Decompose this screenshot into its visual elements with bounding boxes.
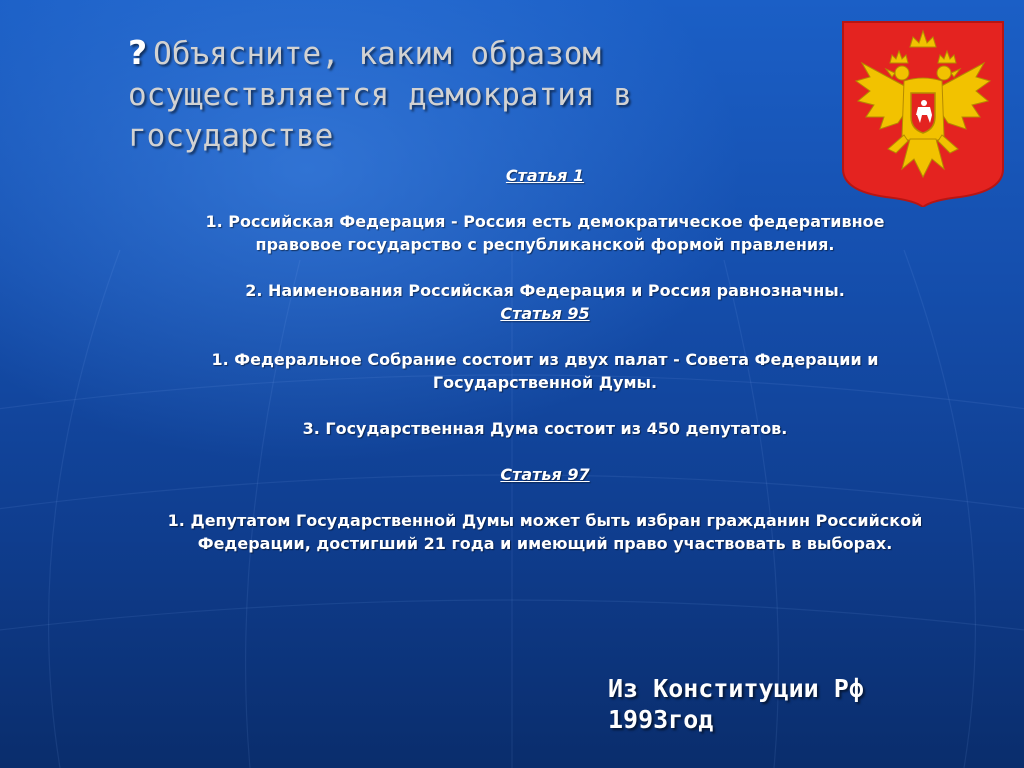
article-97-paragraph-1: 1. Депутатом Государственной Думы может быть избран гражданин Российской Федерации, достигший 21 года и имеющий право участвовать в выборах. — [167, 511, 923, 553]
article-1-paragraph-1: 1. Российская Федерация - Россия есть демократическое федеративное правовое государство с республиканской формой правления. — [205, 212, 885, 254]
article-1-paragraph-2: 2. Наименования Российская Федерация и Россия равнозначны. — [245, 281, 845, 300]
article-95-heading: Статья 95 — [500, 304, 590, 323]
article-95-paragraph-1: 1. Федеральное Собрание состоит из двух палат - Совета Федерации и Государственной Думы. — [211, 350, 879, 392]
slide-title-text: Объясните, каким образом осуществляется демократия в государстве — [128, 36, 632, 154]
slide-title — [128, 32, 768, 157]
constitution-articles — [160, 164, 930, 555]
source-line-2: 1993год — [608, 705, 714, 734]
source-line-1: Из Конституции Рф — [608, 674, 864, 703]
article-95-paragraph-3: 3. Государственная Дума состоит из 450 депутатов. — [302, 419, 788, 438]
question-mark-icon: ? — [128, 33, 148, 72]
article-97-heading: Статья 97 — [500, 465, 590, 484]
article-1-heading: Статья 1 — [505, 166, 585, 185]
source-caption — [608, 673, 938, 735]
